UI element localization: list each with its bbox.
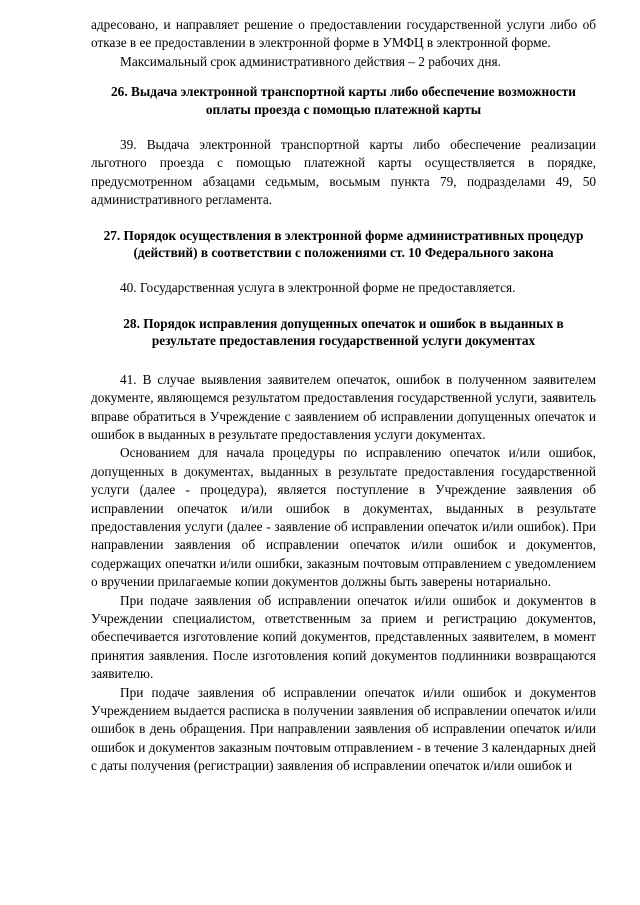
paragraph-continued: адресовано, и направляет решение о предоставлении государственной услуги либо об отказе в ее предоставлении в электронной форме в УМФЦ в электронной форме.	[91, 17, 596, 51]
paragraph-basis: Основанием для начала процедуры по исправлению опечаток и/или ошибок, допущенных в документах, выданных в результате предоставления государственной услуги (далее - процедура), является поступление в Учреждение заявления об исправлении опечаток и/или ошибок в документах, выданных в результате предоставления услуги (далее - заявление об исправлении опечаток и/или ошибок). При направлении заявления об исправлении опечаток и/или ошибок и документов, содержащих опечатки и/или ошибки, заказным почтовым отправлением с уведомлением о вручении прилагаемые копии документов должны быть заверены нотариально.	[91, 445, 596, 590]
section-26-heading: 26. Выдача электронной транспортной карты либо обеспечение возможности оплаты проезда с помощью платежной карты	[111, 84, 576, 117]
paragraph-max-term: Максимальный срок административного действия – 2 рабочих дня.	[120, 53, 501, 69]
paragraph-submission: При подаче заявления об исправлении опечаток и/или ошибок и документов в Учреждении специалистом, ответственным за прием и регистрацию документов, обеспечивается изготовление копий документов, представленных заявителем, в момент принятия заявления. После изготовления копий документов подлинники возвращаются заявителю.	[91, 592, 596, 682]
paragraph-40: 40. Государственная услуга в электронной форме не предоставляется.	[120, 280, 516, 296]
section-27-heading: 27. Порядок осуществления в электронной форме административных процедур (действий) в соответствии с положениями ст. 10 Федерального закона	[103, 227, 584, 261]
section-28-heading: 28. Порядок исправления допущенных опечаток и ошибок в выданных в результате предоставления государственной услуги документах	[123, 315, 564, 349]
paragraph-39: 39. Выдача электронной транспортной карты либо обеспечение реализации льготного проезда с помощью платежной карты осуществляется в порядке, предусмотренном абзацами седьмым, восьмым пункта 79, подразделами 49, 50 административного регламента.	[91, 137, 596, 208]
paragraph-receipt: При подаче заявления об исправлении опечаток и/или ошибок и документов Учреждением выдается расписка в получении заявления об исправлении опечаток и/или ошибок в день обращения. При направлении заявления об исправлении опечаток и/или ошибок и документов заказным почтовым отправлением - в течение 3 календарных дней с даты получения (регистрации) заявления об исправлении опечаток и/или ошибок и	[91, 684, 596, 774]
paragraph-41: 41. В случае выявления заявителем опечаток, ошибок в полученном заявителем документе, являющемся результатом предоставления государственной услуги, заявитель вправе обратиться в Учреждение с заявлением об исправлении допущенных опечаток и ошибок в выданных в результате предоставления услуги документах.	[91, 371, 596, 442]
